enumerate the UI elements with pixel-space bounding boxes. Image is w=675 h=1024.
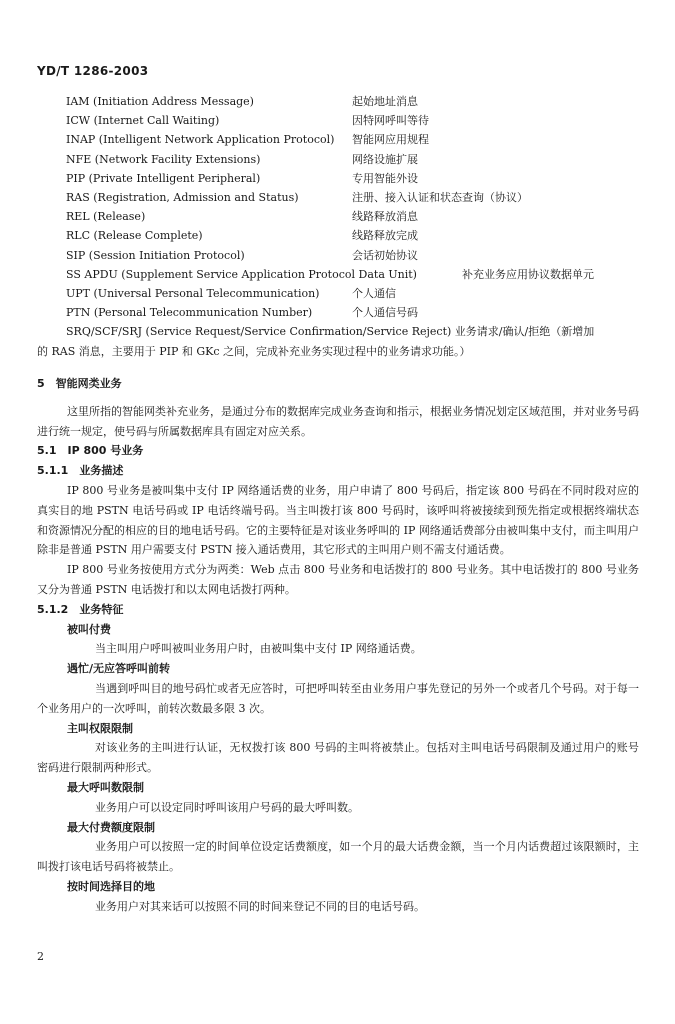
abbreviation-meaning: 注册、接入认证和状态查询（协议） (352, 190, 528, 204)
abbreviation-row (66, 130, 646, 149)
section-5-1-1-title: 5.1.1 业务描述 (37, 464, 124, 478)
abbreviation-term: RLC (Release Complete) (66, 229, 203, 243)
abbreviation-term: UPT (Universal Personal Telecommunication) (66, 286, 320, 300)
abbreviation-meaning: 起始地址消息 (352, 95, 418, 108)
abbreviation-term: SIP (Session Initiation Protocol) (66, 248, 245, 262)
feature-text: 业务用户对其来话可以按照不同的时间来登记不同的目的电话号码。 (95, 899, 425, 913)
abbreviation-row (66, 246, 646, 265)
main-content (37, 374, 639, 917)
abbreviation-row (66, 169, 646, 188)
abbreviation-row (66, 265, 646, 284)
feature-text: 业务用户可以按照一定的时间单位设定话费额度，如一个月的最大话费金额，当一个月内话费超过该限额时，主叫拨打该电话号码将被禁止。 (37, 840, 639, 874)
abbreviation-term: PIP (Private Intelligent Peripheral) (66, 171, 261, 185)
feature-title: 遇忙/无应答呼叫前转 (67, 662, 171, 676)
abbreviation-meaning: 专用智能外设 (352, 171, 418, 185)
section-5-title: 5 智能网类业务 (37, 377, 122, 390)
abbreviation-meaning: 网络设施扩展 (352, 152, 418, 166)
section-5-1-2-title: 5.1.2 业务特征 (37, 602, 124, 616)
abbreviation-term: ICW (Internet Call Waiting) (66, 114, 220, 128)
section-5-paragraph: 这里所指的智能网类补充业务，是通过分布的数据库完成业务查询和指示，根据业务情况划定区域范围，并对业务号码进行统一规定，使号码与所属数据库具有固定对应关系。 (37, 404, 639, 438)
abbreviation-meaning: 补充业务应用协议数据单元 (462, 267, 594, 281)
abbreviation-term: NFE (Network Facility Extensions) (66, 152, 261, 166)
feature-text: 当主叫用户呼叫被叫业务用户时，由被叫集中支付 IP 网络通话费。 (95, 642, 422, 656)
feature-title: 被叫付费 (67, 622, 111, 636)
abbreviation-term: REL (Release) (66, 210, 146, 224)
abbreviation-row (66, 284, 646, 303)
description-paragraph-1: IP 800 号业务是被叫集中支付 IP 网络通话费的业务，用户申请了 800 号码后，指定该 800 号码在不同时段对应的真实目的地 PSTN 电话号码或 IP 电话终端号码。当主叫拨打该 800 号码时，该呼叫将被接续到预先指定或根据终端状态和资源情况分配的相应的目的地电话号码。它的主要特征是对该业务呼叫的 IP 网络通话费部分由被叫集中支付，而主叫用户除非是普通 PSTN 用户需要支付 PSTN 接入通话费用，其它形式的主叫用户则不需支付通话费。 (37, 483, 639, 557)
abbreviation-list (66, 92, 646, 322)
feature-title: 按时间选择目的地 (67, 879, 155, 893)
srq-line-1: SRQ/SCF/SRJ (Service Request/Service Confirmation/Service Reject) 业务请求/确认/拒绝（新增加 (66, 325, 595, 338)
abbreviation-row (66, 207, 646, 226)
abbreviation-row (66, 188, 646, 207)
abbreviation-row (66, 303, 646, 322)
srq-line-2: 的 RAS 消息，主要用于 PIP 和 GKc 之间，完成补充业务实现过程中的业务请求功能。） (37, 344, 471, 358)
abbreviation-term: SS APDU (Supplement Service Application Protocol Data Unit) (66, 267, 417, 281)
feature-text: 对该业务的主叫进行认证，无权拨打该 800 号码的主叫将被禁止。包括对主叫电话号码限制及通过用户的账号密码进行限制两种形式。 (37, 741, 639, 775)
abbreviation-row (66, 92, 646, 111)
feature-text: 业务用户可以设定同时呼叫该用户号码的最大呼叫数。 (95, 800, 359, 814)
abbreviation-term: INAP (Intelligent Network Application Protocol) (66, 133, 335, 147)
abbreviation-meaning: 线路释放消息 (352, 210, 418, 224)
abbreviation-meaning: 因特网呼叫等待 (352, 114, 429, 128)
srq-entry (37, 322, 639, 362)
abbreviation-row (66, 226, 646, 245)
feature-title: 最大付费额度限制 (67, 820, 155, 834)
abbreviation-meaning: 智能网应用规程 (352, 133, 429, 147)
abbreviation-term: RAS (Registration, Admission and Status) (66, 190, 299, 204)
feature-text: 当遇到呼叫目的地号码忙或者无应答时，可把呼叫转至由业务用户事先登记的另外一个或者几个号码。对于每一个业务用户的一次呼叫，前转次数最多限 3 次。 (37, 681, 639, 715)
abbreviation-term: PTN (Personal Telecommunication Number) (66, 306, 313, 320)
feature-title: 主叫权限限制 (67, 721, 133, 735)
abbreviation-row (66, 111, 646, 130)
abbreviation-meaning: 会话初始协议 (352, 248, 418, 262)
abbreviation-meaning: 线路释放完成 (352, 229, 418, 243)
feature-title: 最大呼叫数限制 (67, 780, 144, 794)
abbreviation-row (66, 150, 646, 169)
section-5-1-title: 5.1 IP 800 号业务 (37, 444, 144, 458)
description-paragraph-2: IP 800 号业务按使用方式分为两类：Web 点击 800 号业务和电话拨打的 800 号业务。其中电话拨打的 800 号业务又分为普通 PSTN 电话拨打和以太网电话拨打两种。 (37, 563, 639, 596)
abbreviation-term: IAM (Initiation Address Message) (66, 95, 254, 108)
abbreviation-meaning: 个人通信号码 (352, 306, 418, 320)
page-number: 2 (37, 950, 44, 963)
standard-header: YD/T 1286-2003 (37, 64, 149, 78)
abbreviation-meaning: 个人通信 (352, 286, 396, 300)
